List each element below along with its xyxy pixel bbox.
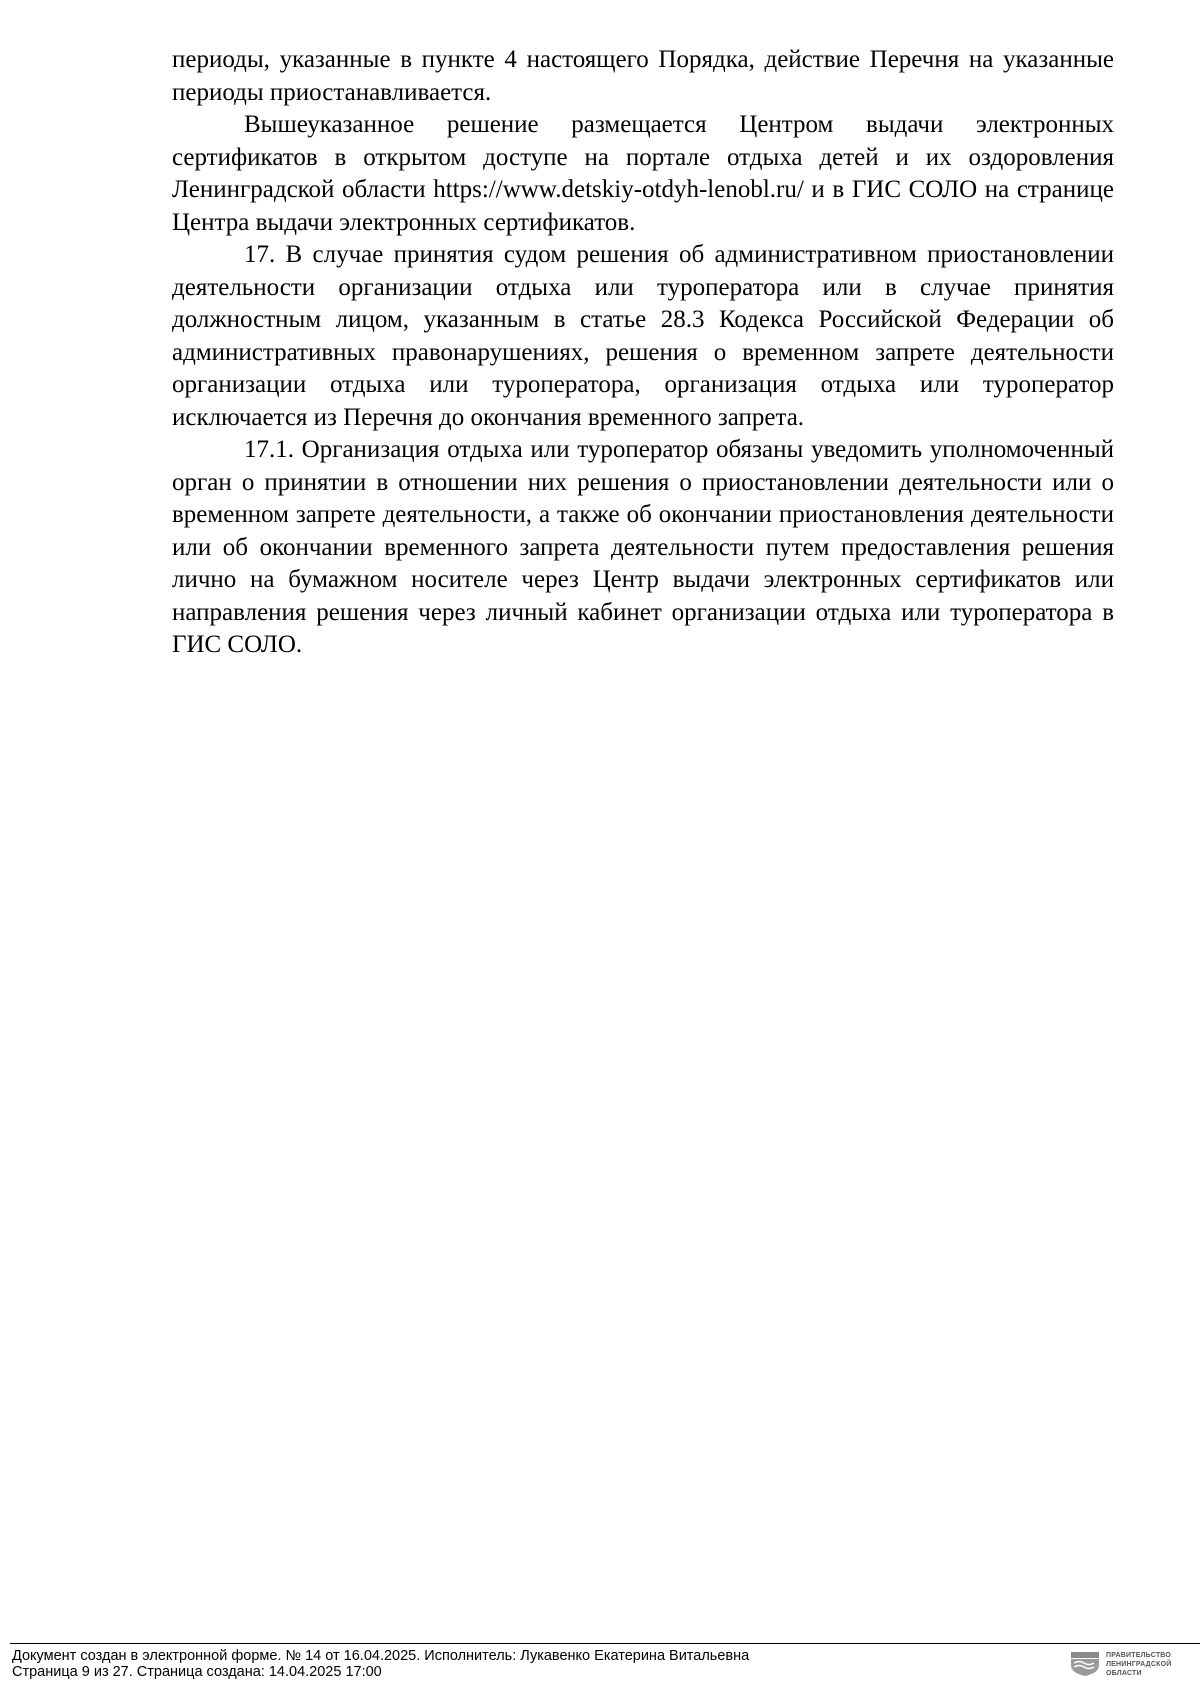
footer-document-info: Документ создан в электронной форме. № 14 от 16.04.2025. Исполнитель: Лукавенко Екатерина Витальевна <box>12 1648 750 1664</box>
footer-divider <box>10 1643 1200 1644</box>
paragraph-decision-publication: Вышеуказанное решение размещается Центром выдачи электронных сертификатов в открытом доступе на портале отдыха детей и их оздоровления Ленинградской области https://www.detskiy-otdyh-lenobl.ru/ и в ГИС СОЛО на странице Центра выдачи электронных сертификатов. <box>172 111 1114 236</box>
coat-of-arms-icon <box>1070 1651 1100 1677</box>
paragraph-item-17-1: 17.1. Организация отдыха или туроператор обязаны уведомить уполномоченный орган о принятии в отношении них решения о приостановлении деятельности или о временном запрете деятельности, а также об окончании приостановления деятельности или об окончании временного запрета деятельности путем предоставления решения лично на бумажном носителе через Центр выдачи электронных сертификатов или направления решения через личный кабинет организации отдыха или туроператора в ГИС СОЛО. <box>172 436 1114 658</box>
paragraph-periods-continuation: периоды, указанные в пункте 4 настоящего Порядка, действие Перечня на указанные периоды приостанавливается. <box>172 46 1114 106</box>
footer-page-info: Страница 9 из 27. Страница создана: 14.04.2025 17:00 <box>12 1664 382 1680</box>
government-logo <box>1070 1649 1194 1685</box>
government-logo-text: ПРАВИТЕЛЬСТВО ЛЕНИНГРАДСКОЙ ОБЛАСТИ <box>1106 1652 1172 1677</box>
document-body <box>172 44 1114 662</box>
paragraph-item-17: 17. В случае принятия судом решения об административном приостановлении деятельности организации отдыха или туроператора или в случае принятия должностным лицом, указанным в статье 28.3 Кодекса Российской Федерации об административных правонарушениях, решения о временном запрете деятельности организации отдыха или туроператора, организация отдыха или туроператор исключается из Перечня до окончания временного запрета. <box>172 241 1114 431</box>
footer-info <box>12 1648 749 1680</box>
page-footer <box>0 1643 1200 1698</box>
